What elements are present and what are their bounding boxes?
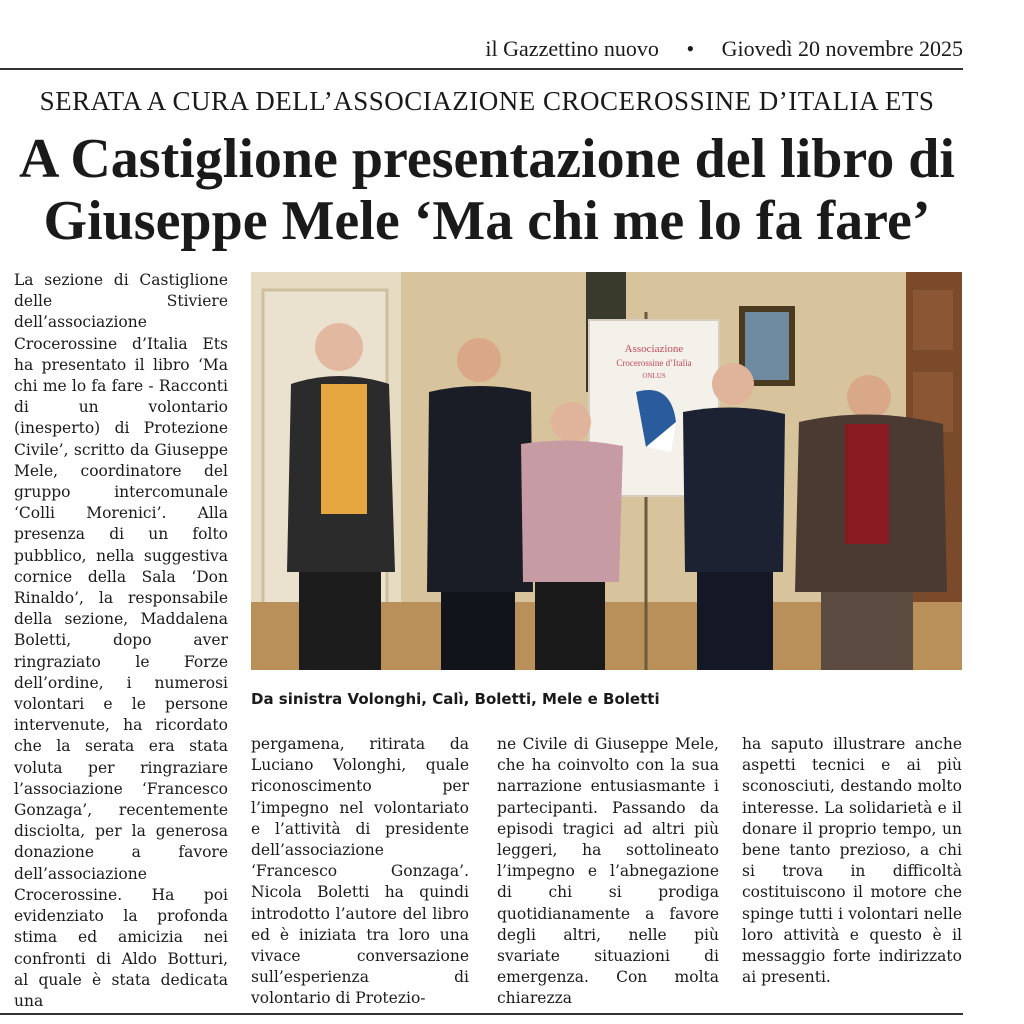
headline	[0, 128, 974, 252]
top-rule	[0, 68, 963, 70]
svg-text:ONLUS: ONLUS	[642, 372, 666, 380]
article-column-1: La sezione di Castiglione delle Stiviere dell’associazione Crocerossine d’Italia Ets ha presentato il libro ‘Ma chi me lo fa fare - Racconti di un volontario (inesperto) di Protezione Civile’, scritto da Giuseppe Mele, coordinatore del gruppo intercomunale ‘Colli Morenici’. Alla presenza di un folto pubblico, nella suggestiva cornice della Sala ‘Don Rinaldo’, la responsabile della sezione, Maddalena Boletti, dopo aver ringraziato le Forze dell’ordine, i numerosi volontari e le persone intervenute, ha ricordato che la serata era stata voluta per ringraziare l’associazione ‘Francesco Gonzaga’, recentemente disciolta, per la generosa donazione a favore dell’associazione Crocerossine. Ha poi evidenziato la profonda stima ed amicizia nei confronti di Aldo Botturi, al quale è stata dedicata una	[14, 271, 228, 1010]
photo-caption: Da sinistra Volonghi, Calì, Boletti, Mele e Boletti	[251, 690, 660, 708]
headline-line-1: A Castiglione presentazione del libro di	[19, 128, 955, 190]
masthead	[0, 36, 963, 64]
article-column-2: pergamena, ritirata da Luciano Volonghi, quale riconoscimento per l’impegno nel volontariato e l’attività di presidente dell’associazione ‘Francesco Gonzaga’. Nicola Boletti ha quindi introdotto l’autore del libro ed è iniziata tra loro una vivace conversazione sull’esperienza di volontario di Protezio-	[251, 735, 469, 1008]
issue-date: Giovedì 20 novembre 2025	[721, 36, 963, 61]
newspaper-name: il Gazzettino nuovo	[485, 36, 659, 61]
article-column-3: ne Civile di Giuseppe Mele, che ha coinvolto con la sua narrazione entusiasmante i partecipanti. Passando da episodi tragici ad altri più leggeri, ha sottolineato l’impegno e l’abnegazione di chi si prodiga quotidianamente a favore degli altri, nelle più svariate situazioni di emergenza. Con molta chiarezza	[497, 735, 719, 1008]
masthead-separator: •	[686, 36, 695, 61]
svg-text:Crocerossine d’Italia: Crocerossine d’Italia	[616, 358, 692, 368]
kicker: SERATA A CURA DELL’ASSOCIAZIONE CROCEROSSINE D’ITALIA ETS	[39, 86, 935, 116]
headline-line-2: Giuseppe Mele ‘Ma chi me lo fa fare’	[43, 190, 931, 252]
bottom-rule	[0, 1013, 963, 1015]
article-column-4: ha saputo illustrare anche aspetti tecnici e ai più sconosciuti, destando molto interesse. La solidarietà e il donare il proprio tempo, un bene tanto prezioso, a chi si trova in difficoltà costituiscono il motore che spinge tutti i volontari nelle loro attività e questo è il messaggio forte indirizzato ai presenti.	[742, 735, 962, 987]
article-photo	[251, 272, 962, 670]
svg-text:Associazione: Associazione	[624, 343, 684, 355]
